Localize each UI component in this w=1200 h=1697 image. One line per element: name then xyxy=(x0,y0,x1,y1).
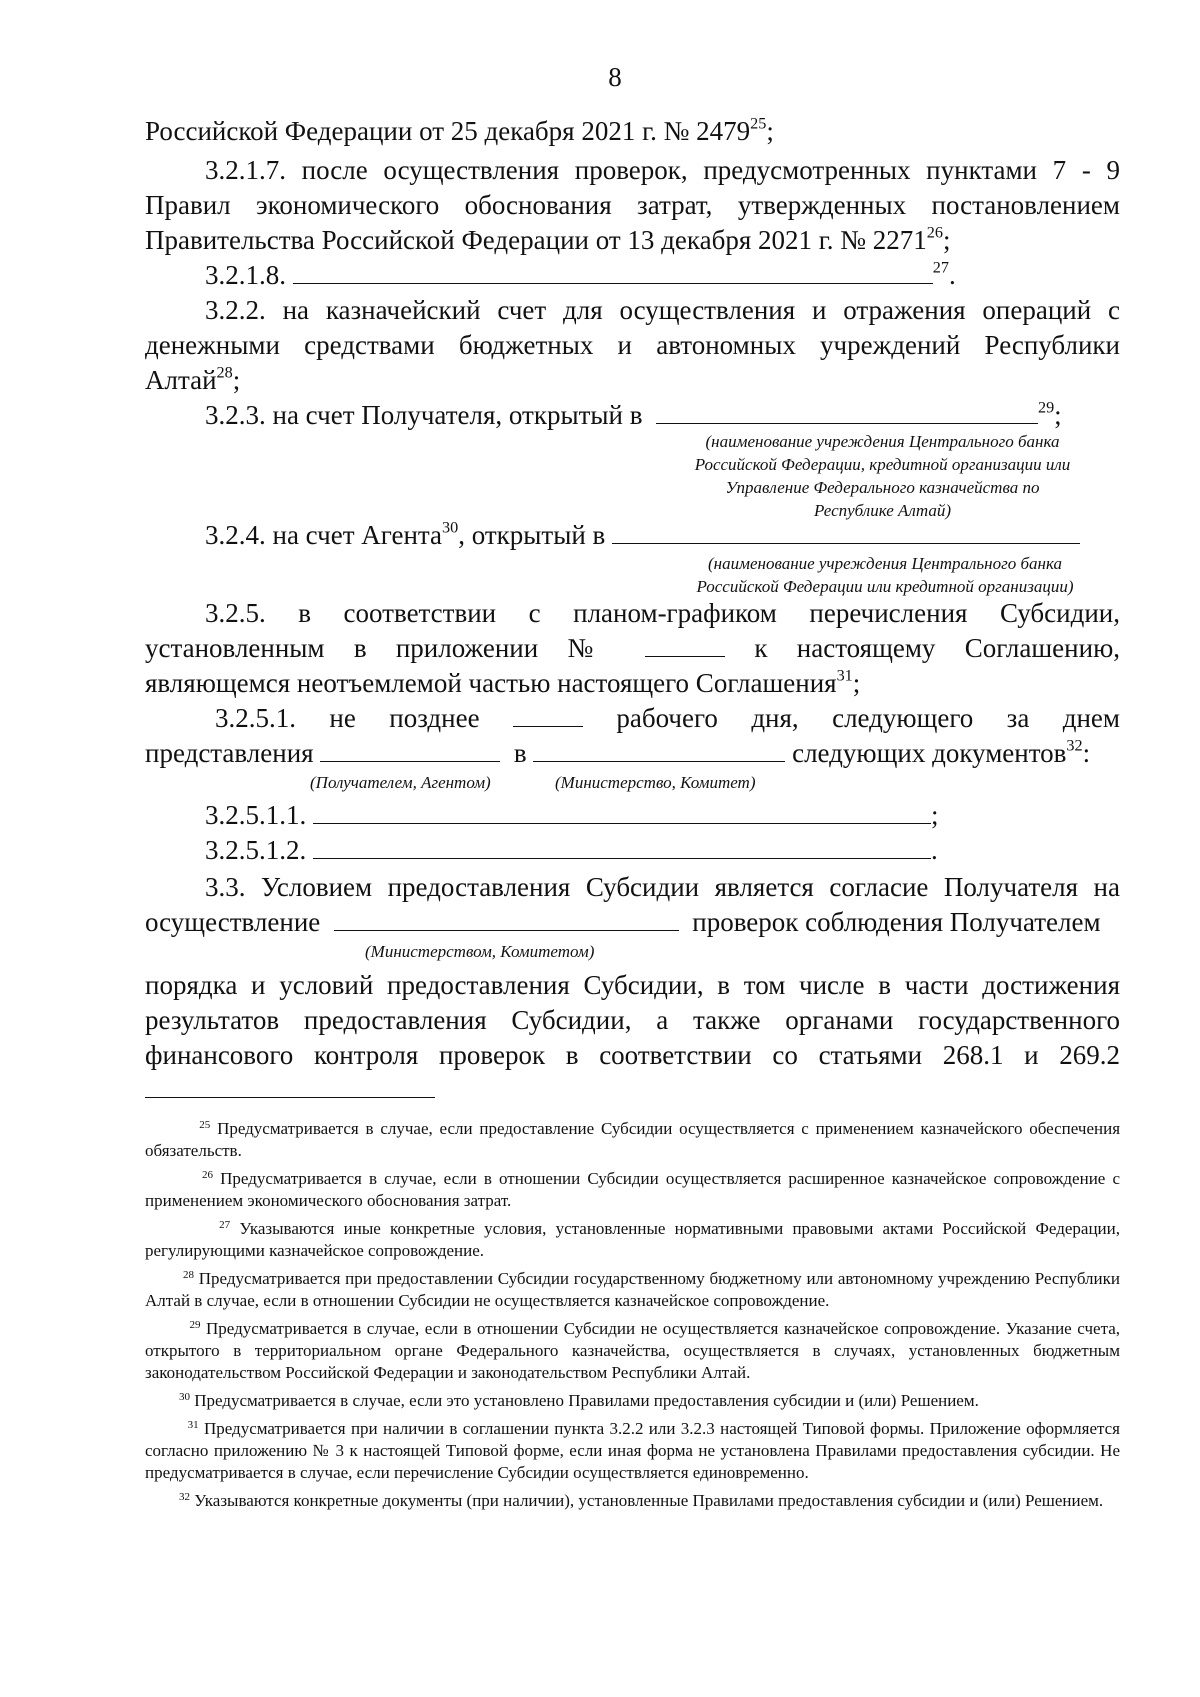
blank-field xyxy=(656,399,1038,424)
blank-field xyxy=(645,632,725,657)
paragraph-line: денежными средствами бюджетных и автономных учреждений Республики xyxy=(145,330,1120,360)
blank-field xyxy=(612,519,1080,544)
paragraph-3-2-5-1-1: 3.2.5.1.1. ; xyxy=(205,800,939,830)
footnote-separator xyxy=(145,1097,435,1098)
footnote-ref-29: 29 xyxy=(1037,398,1055,417)
footnote-ref-32: 32 xyxy=(1066,736,1083,755)
blank-field xyxy=(293,259,933,284)
paragraph-line: осуществление проверок соблюдения Получателем xyxy=(145,907,1101,937)
paragraph-3-2-1-7: 3.2.1.7. после осуществления проверок, предусмотренных пунктами 7 - 9 xyxy=(205,155,1120,185)
footnote-ref-26: 26 xyxy=(926,223,943,242)
paragraph-line: являющемся неотъемлемой частью настоящего Соглашения$^{31}$; xyxy=(145,666,861,698)
line-1: Российской Федерации от 25 декабря 2021 г. № 2479$^{25}$; xyxy=(145,114,774,146)
paragraph-3-2-3: 3.2.3. на счет Получателя, открытый в $^{29}$; xyxy=(205,398,1062,430)
blank-field xyxy=(533,737,785,762)
footnote-ref-30: 30 xyxy=(442,518,459,537)
blank-field xyxy=(513,702,583,727)
caption-ministry-by: (Министерством, Комитетом) xyxy=(365,942,595,961)
paragraph-3-2-5-1-2: 3.2.5.1.2. . xyxy=(205,835,938,865)
paragraph-3-2-1-8: 3.2.1.8. $^{27}$. xyxy=(205,258,956,290)
paragraph-line: Алтай$^{28}$; xyxy=(145,363,241,395)
footnote-27: $^{27}$ Указываются иные конкретные условия, установленные нормативными правовыми актами Российской Федерации, регулирующими казначейское сопровождение. xyxy=(145,1219,1121,1260)
footnote-26: $^{26}$ Предусматривается в случае, если в отношении Субсидии осуществляется расширенное казначейское сопровождение с применением экономического обоснования затрат. xyxy=(145,1169,1121,1210)
paragraph-line: результатов предоставления Субсидии, а также органами государственного xyxy=(145,1005,1120,1035)
caption-bank-agent: (наименование учреждения Центрального банка Российской Федерации или кредитной организации) xyxy=(696,554,1074,596)
paragraph-3-2-5: 3.2.5. в соответствии с планом-графиком перечисления Субсидии, xyxy=(205,598,1120,628)
blank-field xyxy=(313,799,931,824)
paragraph-3-2-5-1: 3.2.5.1. не позднее рабочего дня, следующего за днем xyxy=(215,703,1120,733)
page-number: 8 xyxy=(608,62,622,92)
paragraph-line: установленным в приложении № к настоящему Соглашению, xyxy=(145,633,1120,663)
footnote-29: $^{29}$ Предусматривается в случае, если в отношении Субсидии не осуществляется казначейское сопровождение. Указание счета, открытого в территориальном органе Федерального казначейства, осуществляется в случаях, установленных бюджетным законодательством Российской Федерации и законодательством Республики Алтай. xyxy=(145,1319,1121,1382)
blank-field xyxy=(320,737,500,762)
paragraph-line: финансового контроля проверок в соответствии со статьями 268.1 и 269.2 xyxy=(145,1040,1120,1070)
paragraph-3-3: 3.3. Условием предоставления Субсидии является согласие Получателя на xyxy=(205,872,1120,902)
footnote-ref-31: 31 xyxy=(836,666,853,685)
footnote-30: $^{30}$ Предусматривается в случае, если это установлено Правилами предоставления субсидии и (или) Решением. xyxy=(179,1391,979,1410)
blank-field xyxy=(313,834,931,859)
paragraph-line: Правительства Российской Федерации от 13 декабря 2021 г. № 2271$^{26}$; xyxy=(145,223,951,255)
paragraph-3-2-4: 3.2.4. на счет Агента$^{30}$, открытый в xyxy=(205,518,1080,552)
footnote-32: $^{32}$ Указываются конкретные документы (при наличии), установленные Правилами предоставления субсидии и (или) Решением. xyxy=(179,1491,1104,1510)
blank-field xyxy=(334,906,679,931)
footnote-ref-28: 28 xyxy=(216,363,233,382)
footnotes xyxy=(145,1114,1120,1514)
footnote-28: $^{28}$ Предусматривается при предоставлении Субсидии государственному бюджетному или автономному учреждению Республики Алтай в случае, если в отношении Субсидии не осуществляется казначейское сопровождение. xyxy=(145,1269,1120,1310)
caption-recipient: (Получателем, Агентом) xyxy=(310,773,491,792)
paragraph-line: представления в следующих документов$^{32}$: xyxy=(145,736,1091,768)
footnote-31: $^{31}$ Предусматривается при наличии в соглашении пункта 3.2.2 или 3.2.3 настоящей Типовой формы. Приложение оформляется согласно приложению № 3 к настоящей Типовой форме, если иная форма не установлена Правилами предоставления субсидии. Не предусматривается в случае, если перечисление Субсидии осуществляется единовременно. xyxy=(145,1419,1121,1482)
paragraph-line: порядка и условий предоставления Субсидии, в том числе в части достижения xyxy=(145,970,1120,1000)
caption-ministry: (Министерство, Комитет) xyxy=(555,773,756,792)
footnote-25: $^{25}$ Предусматривается в случае, если предоставление Субсидии осуществляется с применением казначейского обеспечения обязательств. xyxy=(145,1119,1121,1160)
footnote-ref-25: 25 xyxy=(750,114,767,133)
paragraph-line: Правил экономического обоснования затрат, утвержденных постановлением xyxy=(145,190,1120,220)
caption-bank: (наименование учреждения Центрального банка Российской Федерации, кредитной организации или Управление Федерального казначейства по Республике Алтай) xyxy=(694,432,1071,520)
paragraph-3-2-2: 3.2.2. на казначейский счет для осуществления и отражения операций с xyxy=(205,295,1120,325)
footnote-ref-27: 27 xyxy=(932,258,949,277)
